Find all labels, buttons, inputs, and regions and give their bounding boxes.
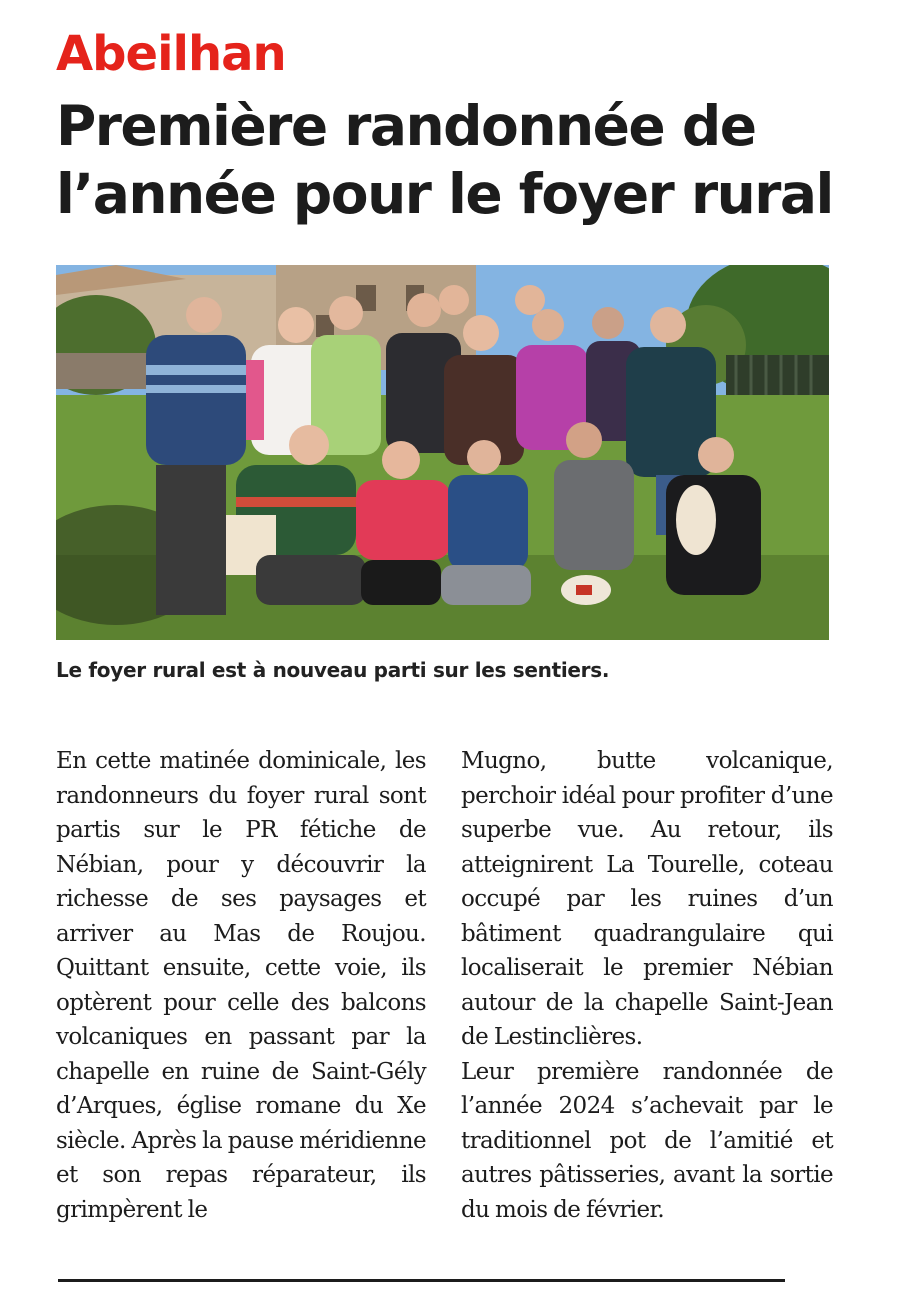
section-kicker: Abeilhan	[56, 26, 286, 82]
body-paragraph: En cette matinée dominicale, les randonneurs du foyer rural sont partis sur le PR fétiche de Nébian, pour y découvrir la richesse de ses paysages et arriver au Mas de Roujou. Quittant ensuite, cette voie, ils optèrent pour celle des balcons volcaniques en passant par la chapelle en ruine de Saint-Gély d’Arques, église romane du Xe siècle. Après la pause méridienne et son repas réparateur, ils grimpèrent le	[56, 748, 426, 1223]
article-body-left	[56, 744, 426, 1227]
bottom-rule	[58, 1279, 785, 1282]
article-headline: Première randonnée de l’année pour le foyer rural	[56, 94, 833, 226]
group-photo	[56, 265, 829, 640]
body-paragraph: Leur première randonnée de l’année 2024 s’achevait par le traditionnel pot de l’amitié et autres pâtisseries, avant la sortie du mois de février.	[461, 1058, 833, 1223]
photo-caption: Le foyer rural est à nouveau parti sur les sentiers.	[56, 658, 610, 682]
body-paragraph: Mugno, butte volcanique, perchoir idéal pour profiter d’une superbe vue. Au retour, ils atteignirent La Tourelle, coteau occupé par les ruines d’un bâtiment quadrangulaire qui localiserait le premier Nébian autour de la chapelle Saint-Jean de Lestinclières.	[461, 748, 833, 1050]
article-body-right	[461, 744, 833, 1227]
